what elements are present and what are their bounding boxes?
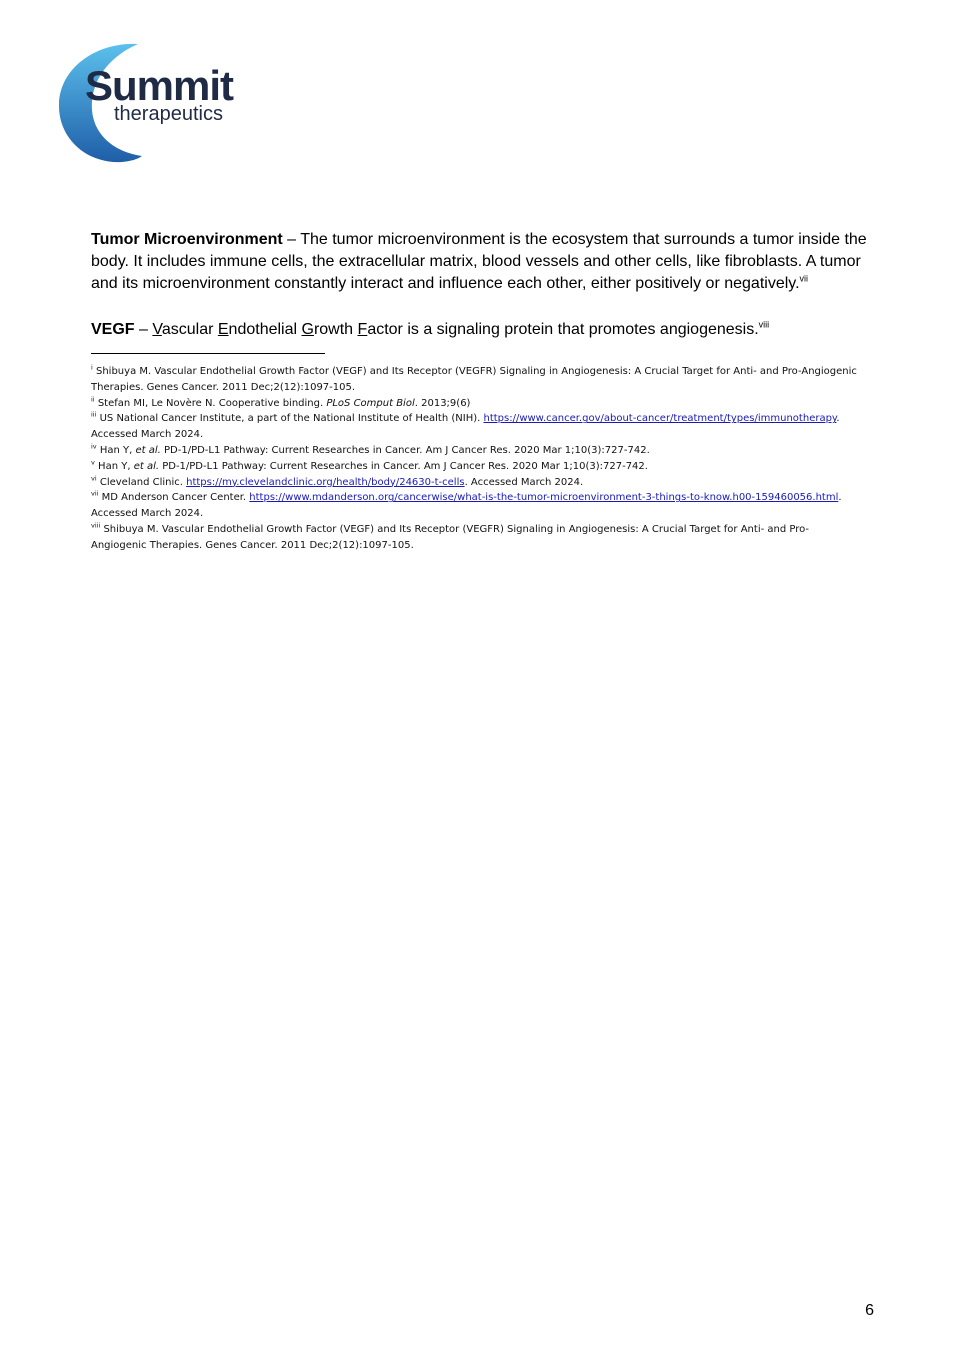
acronym-letter: E (217, 321, 229, 338)
logo-wordmark: Summit (85, 62, 234, 109)
definition-vegf (91, 319, 881, 341)
footnote-mark: vii (91, 490, 99, 499)
footnote-link[interactable]: https://www.cancer.gov/about-cancer/treatment/types/immunotherapy (483, 413, 837, 425)
page-number: 6 (865, 1302, 874, 1319)
footnote-text: US National Cancer Institute, a part of the National Institute of Health (NIH). (99, 413, 484, 425)
footnote-item (91, 396, 861, 412)
definition-dash: – (134, 321, 153, 338)
footnotes (91, 364, 861, 554)
footnote-item (91, 522, 861, 554)
acronym-letter: G (301, 321, 314, 338)
footnote-item (91, 411, 861, 443)
footnote-link[interactable]: https://www.mdanderson.org/cancerwise/what-is-the-tumor-microenvironment-3-things-to-know.h00-159460056.html (249, 492, 839, 504)
footnote-text: Cleveland Clinic. (99, 476, 187, 488)
footnote-item (91, 443, 861, 459)
footnote-ref[interactable]: viii (758, 319, 770, 330)
acronym-letter: F (357, 321, 368, 338)
footnote-mark: viii (91, 521, 101, 530)
footnote-text: MD Anderson Cancer Center. (101, 492, 250, 504)
acronym-word-rest: ascular (161, 321, 218, 338)
footnote-text: PD-1/PD-L1 Pathway: Current Researches in Cancer. Am J Cancer Res. 2020 Mar 1;10(3):727-742. (159, 460, 648, 472)
footnote-italic: et al. (133, 460, 160, 472)
definition-term: VEGF (91, 321, 135, 338)
footnote-text: . Accessed March 2024. (91, 492, 842, 520)
acronym-word-rest: actor (367, 321, 403, 338)
footnote-item (91, 490, 861, 522)
definition-tumor-microenvironment (91, 229, 881, 295)
footnote-text: PD-1/PD-L1 Pathway: Current Researches in Cancer. Am J Cancer Res. 2020 Mar 1;10(3):727-742. (160, 444, 650, 456)
footnote-item (91, 364, 861, 396)
footnote-text: . Accessed March 2024. (464, 476, 584, 488)
footnote-item (91, 459, 861, 475)
footnote-text: Han Y, (98, 460, 134, 472)
footnote-mark: i (91, 363, 93, 372)
footnote-italic: PLoS Comput Biol (326, 397, 415, 409)
acronym-word-rest: ndothelial (228, 321, 302, 338)
footnote-text: . Accessed March 2024. (91, 413, 840, 441)
footnote-mark: iii (91, 411, 97, 420)
footnote-italic: et al. (135, 444, 161, 456)
footnote-text: Stefan MI, Le Novère N. Cooperative binding. (97, 397, 327, 409)
footnote-item (91, 475, 861, 491)
footnote-text: Han Y, (99, 444, 136, 456)
footnote-ref[interactable]: vii (799, 273, 809, 284)
footnote-mark: iv (91, 442, 97, 451)
footnote-text: . 2013;9(6) (414, 397, 471, 409)
footnote-mark: ii (91, 395, 95, 404)
acronym-word-rest: rowth (313, 321, 358, 338)
footnote-separator (91, 353, 325, 354)
footnote-text: Shibuya M. Vascular Endothelial Growth Factor (VEGF) and Its Receptor (VEGFR) Signaling in Angiogenesis: A Crucial Target for Anti- and Pro-Angiogenic Therapies. Genes Cancer. 2011 Dec;2(12):1097-105. (91, 523, 810, 551)
acronym-letter: V (152, 321, 162, 338)
footnote-mark: vi (91, 474, 97, 483)
definition-text: – The tumor microenvironment is the ecosystem that surrounds a tumor inside the body. It includes immune cells, the extracellular matrix, blood vessels and other cells, like fibroblasts. A tumor and its microenvironment constantly interact and influence each other, either positively or negatively. (91, 231, 867, 292)
footnote-mark: v (91, 458, 95, 467)
definition-text: is a signaling protein that promotes angiogenesis. (402, 321, 759, 338)
definition-term: Tumor Microenvironment (91, 231, 283, 248)
footnote-link[interactable]: https://my.clevelandclinic.org/health/body/24630-t-cells (186, 476, 465, 488)
logo-tagline: therapeutics (114, 103, 223, 125)
footnote-text: Shibuya M. Vascular Endothelial Growth Factor (VEGF) and Its Receptor (VEGFR) Signaling in Angiogenesis: A Crucial Target for Anti- and Pro-Angiogenic Therapies. Genes Cancer. 2011 Dec;2(12):1097-105. (91, 366, 857, 393)
